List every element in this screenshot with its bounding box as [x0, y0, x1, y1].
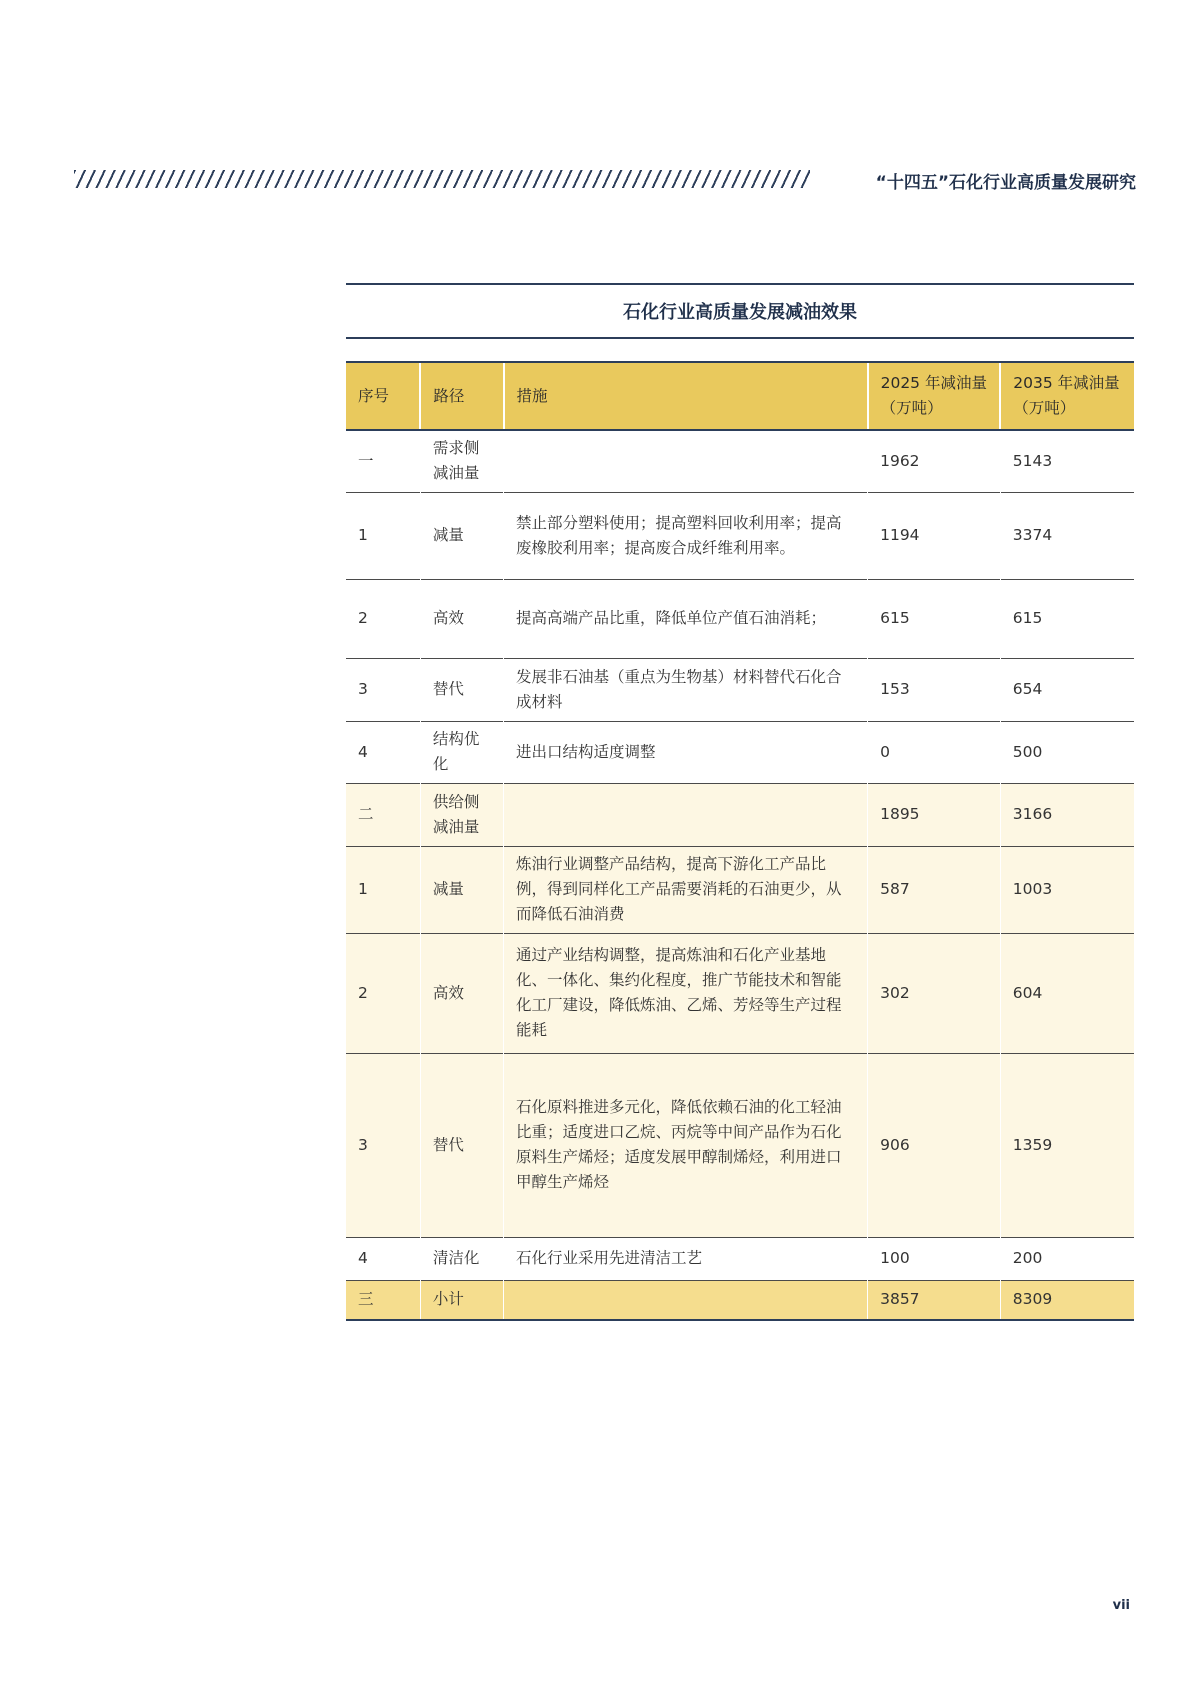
cell-no: 2 — [358, 983, 368, 1002]
cell-measure — [504, 1280, 868, 1320]
cell-measure: 石化行业采用先进清洁工艺 — [504, 1237, 868, 1280]
table-row — [346, 1053, 1134, 1237]
cell-path: 供给侧减油量 — [420, 783, 503, 846]
header-hatch-decoration — [74, 170, 810, 188]
col-header-2035: 2035 年减油量（万吨） — [1000, 362, 1134, 430]
cell-2035: 1003 — [1000, 846, 1134, 933]
cell-measure: 通过产业结构调整，提高炼油和石化产业基地化、一体化、集约化程度，推广节能技术和智能化工厂建设，降低炼油、乙烯、芳烃等生产过程能耗 — [504, 933, 868, 1053]
cell-2035: 615 — [1000, 579, 1134, 658]
cell-measure: 石化原料推进多元化，降低依赖石油的化工轻油比重；适度进口乙烷、丙烷等中间产品作为石化原料生产烯烃；适度发展甲醇制烯烃，利用进口甲醇生产烯烃 — [504, 1053, 868, 1237]
cell-path: 结构优化 — [420, 721, 503, 783]
cell-no: 三 — [358, 1290, 374, 1309]
cell-2035: 500 — [1000, 721, 1134, 783]
table-row — [346, 658, 1134, 721]
cell-no: 1 — [358, 880, 368, 898]
cell-2035: 1359 — [1000, 1053, 1134, 1237]
cell-no: 2 — [358, 609, 368, 627]
table-row — [346, 721, 1134, 783]
cell-2035: 5143 — [1000, 430, 1134, 492]
cell-2025: 153 — [868, 658, 1001, 721]
table-row — [346, 430, 1134, 492]
cell-2025: 1194 — [868, 492, 1001, 579]
cell-path: 清洁化 — [420, 1237, 503, 1280]
cell-measure: 禁止部分塑料使用；提高塑料回收利用率；提高废橡胶利用率；提高废合成纤维利用率。 — [504, 492, 868, 579]
cell-2025: 3857 — [868, 1280, 1001, 1320]
cell-measure: 炼油行业调整产品结构，提高下游化工产品比例，得到同样化工产品需要消耗的石油更少，从而降低石油消费 — [504, 846, 868, 933]
cell-measure: 发展非石油基（重点为生物基）材料替代石化合成材料 — [504, 658, 868, 721]
col-header-2025: 2025 年减油量（万吨） — [868, 362, 1001, 430]
header-title: “十四五”石化行业高质量发展研究 — [875, 173, 1136, 193]
cell-path: 高效 — [420, 933, 503, 1053]
cell-no: 二 — [358, 805, 374, 823]
table-row — [346, 1237, 1134, 1280]
cell-measure: 提高高端产品比重，降低单位产值石油消耗； — [504, 579, 868, 658]
table-header-row — [346, 362, 1134, 430]
cell-path: 减量 — [420, 492, 503, 579]
table-total-row — [346, 1280, 1134, 1320]
cell-path: 小计 — [420, 1280, 503, 1320]
cell-path: 减量 — [420, 846, 503, 933]
cell-no: 1 — [358, 526, 368, 544]
cell-2035: 3166 — [1000, 783, 1134, 846]
cell-path: 需求侧减油量 — [420, 430, 503, 492]
cell-2035: 654 — [1000, 658, 1134, 721]
table-row — [346, 783, 1134, 846]
cell-2025: 302 — [868, 933, 1001, 1053]
oil-reduction-table — [346, 361, 1134, 1321]
oil-reduction-table-section — [346, 283, 1134, 1321]
table-title: 石化行业高质量发展减油效果 — [346, 283, 1134, 339]
col-header-measure: 措施 — [504, 362, 868, 430]
cell-2035: 3374 — [1000, 492, 1134, 579]
cell-no: 3 — [358, 1135, 368, 1154]
cell-no: 4 — [358, 1249, 368, 1267]
cell-2025: 906 — [868, 1053, 1001, 1237]
cell-no: 4 — [358, 742, 368, 761]
cell-path: 替代 — [420, 658, 503, 721]
col-header-no: 序号 — [346, 362, 420, 430]
table-row — [346, 933, 1134, 1053]
table-row — [346, 579, 1134, 658]
cell-2025: 1895 — [868, 783, 1001, 846]
cell-measure — [504, 783, 868, 846]
cell-2025: 100 — [868, 1237, 1001, 1280]
cell-path: 高效 — [420, 579, 503, 658]
cell-no: 一 — [358, 451, 374, 470]
cell-2035: 200 — [1000, 1237, 1134, 1280]
table-row — [346, 492, 1134, 579]
cell-2035: 8309 — [1000, 1280, 1134, 1320]
cell-2025: 1962 — [868, 430, 1001, 492]
cell-measure: 进出口结构适度调整 — [504, 721, 868, 783]
cell-2025: 587 — [868, 846, 1001, 933]
cell-2025: 0 — [868, 721, 1001, 783]
cell-path: 替代 — [420, 1053, 503, 1237]
cell-no: 3 — [358, 680, 368, 698]
cell-2025: 615 — [868, 579, 1001, 658]
col-header-path: 路径 — [420, 362, 503, 430]
cell-2035: 604 — [1000, 933, 1134, 1053]
table-row — [346, 846, 1134, 933]
page-number: vii — [1112, 1598, 1130, 1613]
cell-measure — [504, 430, 868, 492]
